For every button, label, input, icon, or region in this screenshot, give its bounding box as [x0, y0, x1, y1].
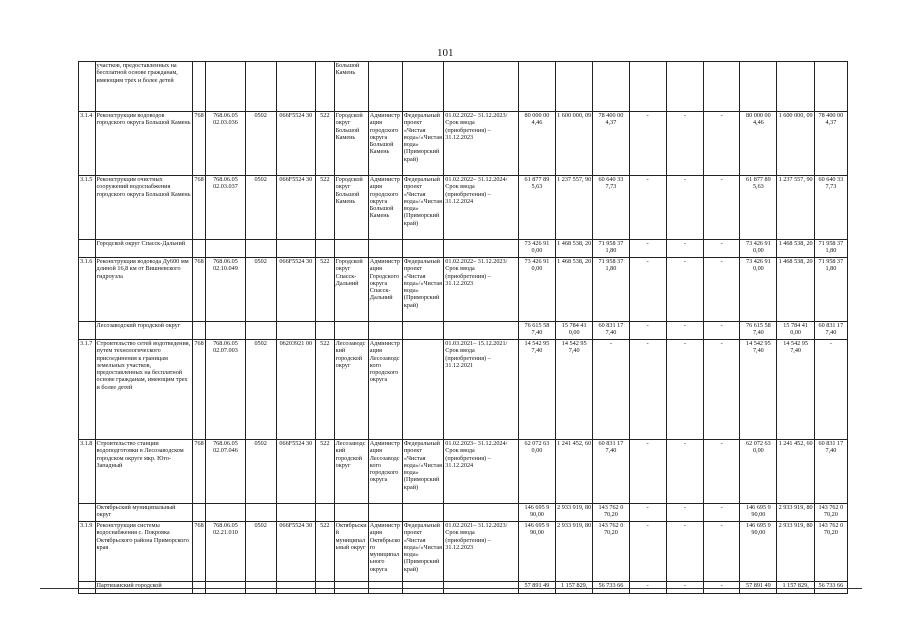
cell-period: [444, 62, 519, 112]
cell-d1: -: [666, 504, 703, 522]
cell-t1: 1 468 538, 20: [777, 240, 814, 258]
cell-empty: [79, 322, 96, 340]
cell-rz: 768.06.05 02.07.046: [206, 440, 245, 504]
cell-d3: 80 000 00 4,46: [740, 112, 777, 176]
group-name-cell: Городской округ Спасск-Дальний: [95, 240, 192, 258]
cell-d2: [704, 62, 740, 112]
cell-total: [518, 62, 555, 112]
cell-recipient: Лесозаводский городской округ: [334, 440, 368, 504]
cell-y2: 56 733 66: [593, 582, 629, 594]
cell-empty: [368, 504, 402, 522]
group-name-cell: Партизанский городской: [95, 582, 192, 594]
cell-project: Федеральный проект «Чистая вода»/«Чистая вода» (Приморский край): [402, 176, 443, 240]
cell-y3: -: [629, 582, 666, 594]
cell-customer: [368, 62, 402, 112]
table-row: [79, 258, 848, 322]
cell-vr: 522: [315, 340, 334, 440]
cell-total: 80 000 00 4,46: [518, 112, 555, 176]
cell-vr: 522: [315, 112, 334, 176]
cell-pr: [245, 62, 276, 112]
cell-total: 61 877 89 5,63: [518, 176, 555, 240]
cell-empty: [444, 240, 519, 258]
cell-y1: 15 784 41 0,00: [556, 322, 593, 340]
cell-t2: 56 733 66: [814, 582, 847, 594]
cell-t1: 1 241 452, 60: [777, 440, 814, 504]
cell-customer: Администрация Лесозаводского городского округа: [368, 440, 402, 504]
cell-period: 01.02.2022– 31.12.2023/ Срок ввода (приобретения) – 31.12.2023: [444, 112, 519, 176]
cell-rz: [206, 62, 245, 112]
cell-empty: [206, 322, 245, 340]
cell-y2: 60 640 33 7,73: [593, 176, 629, 240]
cell-empty: [276, 322, 315, 340]
table-row: [79, 62, 848, 112]
table-row: [79, 176, 848, 240]
cell-d1: [666, 62, 703, 112]
group-row: [79, 240, 848, 258]
cell-t2: 143 762 0 70,20: [814, 522, 847, 582]
cell-empty: [315, 322, 334, 340]
cell-customer: Администрация Лесозаводского городского округа: [368, 340, 402, 440]
cell-d1: -: [666, 322, 703, 340]
cell-no: [79, 62, 96, 112]
cell-grbs: 768: [192, 340, 205, 440]
group-row: [79, 504, 848, 522]
cell-y1: 1 157 829,: [556, 582, 593, 594]
cell-t2: 60 640 33 7,73: [814, 176, 847, 240]
cell-d2: -: [704, 440, 740, 504]
cell-grbs: 768: [192, 522, 205, 582]
cell-recipient: Лесозаводский городской округ: [334, 340, 368, 440]
cell-y2: 143 762 0 70,20: [593, 504, 629, 522]
cell-t2: 143 762 0 70,20: [814, 504, 847, 522]
cell-recipient: Городской округ Большой Камень: [334, 176, 368, 240]
cell-empty: [79, 504, 96, 522]
cell-empty: [245, 322, 276, 340]
cell-no: 3.1.5: [79, 176, 96, 240]
cell-no: 3.1.7: [79, 340, 96, 440]
group-name-cell: Лесозаводский городской округ: [95, 322, 192, 340]
cell-d1: -: [666, 176, 703, 240]
cell-d3: 146 695 9 90,00: [740, 522, 777, 582]
cell-t1: 1 237 557, 90: [777, 176, 814, 240]
cell-empty: [334, 504, 368, 522]
cell-name: Строительство станции водоподготовки в Лесозаводском городском округе мкр. Юго-Западный: [95, 440, 192, 504]
cell-recipient: Большой Камень: [334, 62, 368, 112]
cell-no: 3.1.8: [79, 440, 96, 504]
cell-t1: 14 542 95 7,40: [777, 340, 814, 440]
cell-d2: -: [704, 522, 740, 582]
cell-total: 73 426 91 0,00: [518, 258, 555, 322]
cell-d3: [740, 62, 777, 112]
cell-vr: 522: [315, 522, 334, 582]
cell-project: Федеральный проект «Чистая вода»/«Чистая вода» (Приморский край): [402, 522, 443, 582]
cell-empty: [206, 504, 245, 522]
cell-name: Реконструкция системы водоснабжения с. Покровка Октябрьского района Приморского края: [95, 522, 192, 582]
cell-y2: 143 762 0 70,20: [593, 522, 629, 582]
cell-y2: -: [593, 340, 629, 440]
cell-d2: -: [704, 258, 740, 322]
cell-empty: [368, 322, 402, 340]
cell-y2: [593, 62, 629, 112]
cell-name: Реконструкция очистных сооружений водоснабжения городского округа Большой Камень: [95, 176, 192, 240]
cell-empty: [206, 240, 245, 258]
cell-pr: 0502: [245, 440, 276, 504]
table-row: [79, 522, 848, 582]
cell-csr: 066F5524 30: [276, 440, 315, 504]
cell-empty: [444, 504, 519, 522]
cell-y1: 1 237 557, 90: [556, 176, 593, 240]
cell-d1: -: [666, 258, 703, 322]
cell-customer: Администрация Октябрьского муниципального округа: [368, 522, 402, 582]
cell-period: 01.03.2021– 15.12.2021/ Срок ввода (приобретения) – 31.12.2021: [444, 340, 519, 440]
cell-d2: -: [704, 176, 740, 240]
table-row: [79, 440, 848, 504]
cell-y1: 2 933 919, 80: [556, 522, 593, 582]
cell-d3: 146 695 9 90,00: [740, 504, 777, 522]
cell-rz: 768.06.05 02.03.037: [206, 176, 245, 240]
cell-csr: 066F5524 30: [276, 522, 315, 582]
cell-y3: -: [629, 240, 666, 258]
cell-y2: 78 400 00 4,37: [593, 112, 629, 176]
page-number: 101: [437, 47, 454, 59]
cell-empty: [245, 504, 276, 522]
cell-no: 3.1.9: [79, 522, 96, 582]
cell-t2: 78 400 00 4,37: [814, 112, 847, 176]
cell-t2: 71 958 37 1,80: [814, 240, 847, 258]
cell-name: Строительство сетей водотведения, путем технологического присоединения к границам земельных участков, предоставленных на бесплатной основе гражданам, имеющим трех и более детей: [95, 340, 192, 440]
cell-d3: 76 615 58 7,40: [740, 322, 777, 340]
cell-t2: 60 831 17 7,40: [814, 322, 847, 340]
cell-empty: [276, 504, 315, 522]
cell-name: участков, предоставленных на бесплатной основе гражданам, имеющим трех и более детей: [95, 62, 192, 112]
cell-d3: 62 072 63 0,00: [740, 440, 777, 504]
cell-d1: -: [666, 240, 703, 258]
cell-project: [402, 62, 443, 112]
cell-empty: [444, 322, 519, 340]
cell-vr: [315, 62, 334, 112]
cell-d2: -: [704, 322, 740, 340]
cell-total: 76 615 58 7,40: [518, 322, 555, 340]
cell-period: 01.02.2022– 31.12.2023/ Срок ввода (приобретения) – 31.12.2023: [444, 258, 519, 322]
cell-no: 3.1.6: [79, 258, 96, 322]
table-row: [79, 340, 848, 440]
cell-y1: [556, 62, 593, 112]
cell-total: 73 426 91 0,00: [518, 240, 555, 258]
cell-empty: [334, 240, 368, 258]
cell-y3: -: [629, 522, 666, 582]
cell-grbs: 768: [192, 440, 205, 504]
cell-d3: 57 891 49: [740, 582, 777, 594]
cell-y3: -: [629, 322, 666, 340]
cell-t2: 60 831 17 7,40: [814, 440, 847, 504]
cell-period: 01.02.2023– 31.12.2024/ Срок ввода (приобретения) – 31.12.2024: [444, 440, 519, 504]
cell-y1: 1 468 538, 20: [556, 258, 593, 322]
cell-empty: [192, 322, 205, 340]
cell-d3: 73 426 91 0,00: [740, 258, 777, 322]
cell-grbs: 768: [192, 112, 205, 176]
cell-rz: 768.06.05 02.21.010: [206, 522, 245, 582]
cell-customer: Администрация городского округа Большой Камень: [368, 176, 402, 240]
cell-d2: -: [704, 582, 740, 594]
cell-y1: 1 600 000, 09: [556, 112, 593, 176]
cell-y1: 1 241 452, 60: [556, 440, 593, 504]
cell-t1: 1 157 829,: [777, 582, 814, 594]
cell-vr: 522: [315, 440, 334, 504]
cell-total: 62 072 63 0,00: [518, 440, 555, 504]
cell-empty: [79, 240, 96, 258]
cell-empty: [368, 240, 402, 258]
cell-empty: [245, 240, 276, 258]
cell-y3: -: [629, 258, 666, 322]
cell-t2: 71 958 37 1,80: [814, 258, 847, 322]
cell-pr: 0502: [245, 522, 276, 582]
cell-period: 01.02.2022– 31.12.2024/ Срок ввода (приобретения) – 31.12.2024: [444, 176, 519, 240]
cell-customer: Администрация Городского округа Спасск-Дальний: [368, 258, 402, 322]
budget-table: [78, 61, 848, 594]
cell-empty: [315, 504, 334, 522]
cell-total: 146 695 9 90,00: [518, 504, 555, 522]
cell-empty: [334, 322, 368, 340]
cell-t1: 2 933 919, 80: [777, 504, 814, 522]
cell-d3: 61 877 89 5,63: [740, 176, 777, 240]
cell-recipient: Октябрьский муниципальный округ: [334, 522, 368, 582]
cell-csr: [276, 62, 315, 112]
cell-rz: 768.06.05 02.07.003: [206, 340, 245, 440]
cell-period: 01.02.2021– 31.12.2023/ Срок ввода (приобретения) – 31.12.2023: [444, 522, 519, 582]
cell-y1: 2 933 919, 80: [556, 504, 593, 522]
cell-y3: -: [629, 112, 666, 176]
cell-recipient: Городской округ Большой Камень: [334, 112, 368, 176]
cell-d2: -: [704, 112, 740, 176]
cell-pr: 0502: [245, 258, 276, 322]
cell-y3: [629, 62, 666, 112]
cell-name: Реконструкция водовода Ду600 мм длиной 16,8 км от Вишневского гидроузла: [95, 258, 192, 322]
page-bottom-rule: [40, 588, 862, 589]
cell-vr: 522: [315, 258, 334, 322]
cell-y3: -: [629, 176, 666, 240]
cell-empty: [276, 240, 315, 258]
cell-empty: [402, 240, 443, 258]
cell-y1: 14 542 95 7,40: [556, 340, 593, 440]
cell-customer: Администрация городского округа Большой Камень: [368, 112, 402, 176]
cell-total: 14 542 95 7,40: [518, 340, 555, 440]
cell-d1: -: [666, 340, 703, 440]
cell-total: 57 891 49: [518, 582, 555, 594]
cell-csr: 066F5524 30: [276, 112, 315, 176]
cell-y1: 1 468 538, 20: [556, 240, 593, 258]
cell-pr: 0502: [245, 112, 276, 176]
cell-vr: 522: [315, 176, 334, 240]
cell-t1: [777, 62, 814, 112]
cell-d2: -: [704, 240, 740, 258]
cell-t1: 1 600 000, 09: [777, 112, 814, 176]
cell-no: 3.1.4: [79, 112, 96, 176]
cell-project: Федеральный проект «Чистая вода»/«Чистая вода» (Приморский край): [402, 440, 443, 504]
cell-t2: -: [814, 340, 847, 440]
cell-empty: [315, 240, 334, 258]
cell-y2: 71 958 37 1,80: [593, 258, 629, 322]
cell-d3: 73 426 91 0,00: [740, 240, 777, 258]
cell-d1: -: [666, 112, 703, 176]
cell-rz: 768.06.05 02.10.049: [206, 258, 245, 322]
cell-recipient: Городской округ Спасск-Дальний: [334, 258, 368, 322]
cell-d3: 14 542 95 7,40: [740, 340, 777, 440]
cell-empty: [192, 504, 205, 522]
cell-y2: 60 831 17 7,40: [593, 322, 629, 340]
cell-empty: [402, 322, 443, 340]
table-body: [79, 62, 848, 594]
cell-project: Федеральный проект «Чистая вода»/«Чистая вода» (Приморский край): [402, 112, 443, 176]
cell-rz: 768.06.05 02.03.036: [206, 112, 245, 176]
cell-d2: -: [704, 340, 740, 440]
cell-y3: -: [629, 504, 666, 522]
cell-t2: [814, 62, 847, 112]
cell-t1: 1 468 538, 20: [777, 258, 814, 322]
cell-y2: 71 958 37 1,80: [593, 240, 629, 258]
cell-project: [402, 340, 443, 440]
cell-empty: [192, 240, 205, 258]
cell-name: Реконструкция водоводов городского округа Большой Камень: [95, 112, 192, 176]
cell-d1: -: [666, 440, 703, 504]
cell-grbs: 768: [192, 176, 205, 240]
group-name-cell: Октябрьский муниципальный округ: [95, 504, 192, 522]
cell-grbs: 768: [192, 258, 205, 322]
cell-y3: -: [629, 340, 666, 440]
cell-grbs: [192, 62, 205, 112]
cell-d1: -: [666, 582, 703, 594]
cell-csr: 06203921 00: [276, 340, 315, 440]
cell-pr: 0502: [245, 340, 276, 440]
cell-y2: 60 831 17 7,40: [593, 440, 629, 504]
cell-csr: 066F5524 30: [276, 258, 315, 322]
group-row: [79, 322, 848, 340]
cell-total: 146 695 9 90,00: [518, 522, 555, 582]
cell-d1: -: [666, 522, 703, 582]
cell-project: Федеральный проект «Чистая вода»/«Чистая вода» (Приморский край): [402, 258, 443, 322]
cell-empty: [402, 504, 443, 522]
cell-y3: -: [629, 440, 666, 504]
cell-t1: 2 933 919, 80: [777, 522, 814, 582]
cell-d2: -: [704, 504, 740, 522]
cell-t1: 15 784 41 0,00: [777, 322, 814, 340]
cell-pr: 0502: [245, 176, 276, 240]
table-row: [79, 112, 848, 176]
cell-csr: 066F5524 30: [276, 176, 315, 240]
